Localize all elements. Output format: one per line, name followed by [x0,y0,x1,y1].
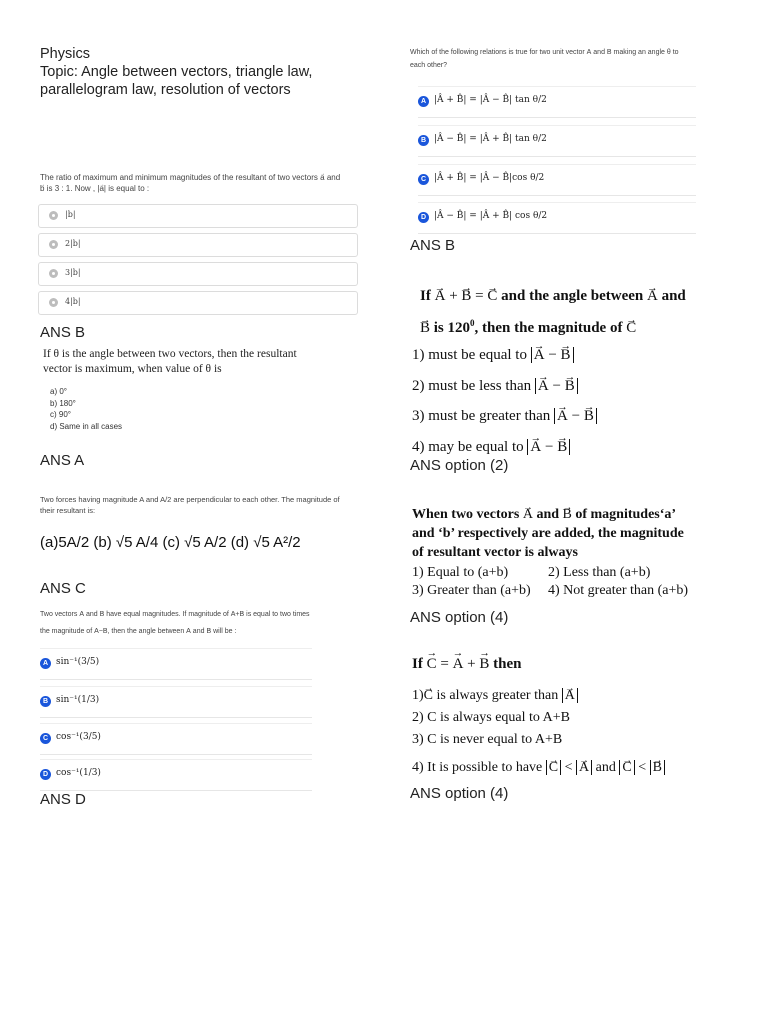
q1-answer: ANS B [40,324,86,341]
q5-option-d[interactable]: D |Â − B̂| = |Â + B̂| cos θ/2 [418,202,696,234]
q7-option-2: 2) Less than (a+b) [548,565,651,580]
q2-option-a: a) 0° [50,387,67,396]
radio-icon [49,298,58,307]
subject-title: Physics [40,46,90,62]
q4-option-d[interactable]: D cos⁻¹(1/3) [40,759,312,791]
q5-option-c[interactable]: C |Â + B̂| = |Â − B̂|cos θ/2 [418,164,696,196]
q6-option-4: 4) may be equal to → A − → B [412,432,597,463]
q7-option-1: 1) Equal to (a+b) [412,565,509,580]
option-letter-badge: C [418,174,429,185]
q6-answer: ANS option (2) [410,457,509,474]
option-letter-badge: A [418,96,429,107]
q8-option-4: 4) It is possible to have → C < → A and → C < → B [412,757,665,779]
q7-option-3: 3) Greater than (a+b) [412,583,531,598]
q6-options [412,340,597,462]
q4-option-b[interactable]: B sin⁻¹(1/3) [40,686,312,718]
q1-option-2[interactable]: 2|b| [38,233,358,257]
q3-answer: ANS C [40,580,86,597]
q6-option-3: 3) must be greater than → A − → B [412,401,597,432]
q8-text: If → C = → A + → B then [412,656,522,673]
q8-option-1: 1)→ C is always greater than → A [412,685,665,707]
q4-answer: ANS D [40,791,86,808]
option-letter-badge: D [418,212,429,223]
q4-option-a[interactable]: A sin⁻¹(3/5) [40,648,312,680]
q7-options [412,564,688,600]
q2-text: If θ is the angle between two vectors, then the resultant vector is maximum, when value of θ is [43,348,297,375]
q7-text: When two vectors → A and → B of magnitudes‘a’ and ‘b’ respectively are added, the magnitude of resultant vector is always [412,505,684,562]
q6-option-1: 1) must be equal to → A − → B [412,340,597,371]
abs-vector-a: |→ a| [97,184,106,193]
radio-icon [49,240,58,249]
q8-options [412,685,665,779]
q8-answer: ANS option (4) [410,785,509,802]
q3-options: (a)5A/2 (b) √5 A/4 (c) √5 A/2 (d) √5 A²/2 [40,534,301,551]
q8-option-2: 2) C is always equal to A+B [412,710,570,725]
q7-option-4: 4) Not greater than (a+b) [548,583,689,598]
document-header [40,45,312,99]
radio-icon [49,269,58,278]
vector-b: → b [40,183,44,194]
q1-option-1[interactable]: |b| [38,204,358,228]
topic-line-1: Topic: Angle between vectors, triangle law, [40,64,313,80]
q1-text: The ratio of maximum and minimum magnitudes of the resultant of two vectors → a and → b is 3 : 1. Now , |→ a| is equal to : [40,172,360,194]
topic-line-2: parallelogram law, resolution of vectors [40,82,291,98]
q3-text: Two forces having magnitude A and A/2 are perpendicular to each other. The magnitude of their resultant is: [40,495,340,515]
option-letter-badge: B [40,696,51,707]
q8-option-3: 3) C is never equal to A+B [412,732,563,747]
vector-a: → a [320,172,324,183]
q6-option-2: 2) must be less than → A − → B [412,371,597,402]
q5-text: Which of the following relations is true for two unit vector → A and → B making an angle θ to each other? [410,46,710,72]
q4-option-c[interactable]: C cos⁻¹(3/5) [40,723,312,755]
q2-option-c: c) 90° [50,410,71,419]
q5-answer: ANS B [410,237,456,254]
option-letter-badge: C [40,733,51,744]
q1-option-4[interactable]: 4|b| [38,291,358,315]
q2-answer: ANS A [40,452,85,469]
option-letter-badge: B [418,135,429,146]
q2-option-b: b) 180° [50,398,76,408]
q7-answer: ANS option (4) [410,609,509,626]
q2-options [50,386,122,432]
q5-option-a[interactable]: A |Â + B̂| = |Â − B̂| tan θ/2 [418,86,696,118]
q1-option-3[interactable]: 3|b| [38,262,358,286]
q2-option-d: d) Same in all cases [50,421,123,431]
q4-text: Two vectors → A and → B have equal magnitudes. If magnitude of → A+→ B is equal to two times the magnitude of → A−→ B, then the angle between → A and → B will be : [40,606,370,640]
q5-option-b[interactable]: B |Â − B̂| = |Â + B̂| tan θ/2 [418,125,696,157]
option-letter-badge: D [40,769,51,780]
radio-icon [49,211,58,220]
option-letter-badge: A [40,658,51,669]
q6-text: If → A + → B = → C and the angle between → A and → B is $120^0$, then the magnitude of → C [420,283,686,342]
